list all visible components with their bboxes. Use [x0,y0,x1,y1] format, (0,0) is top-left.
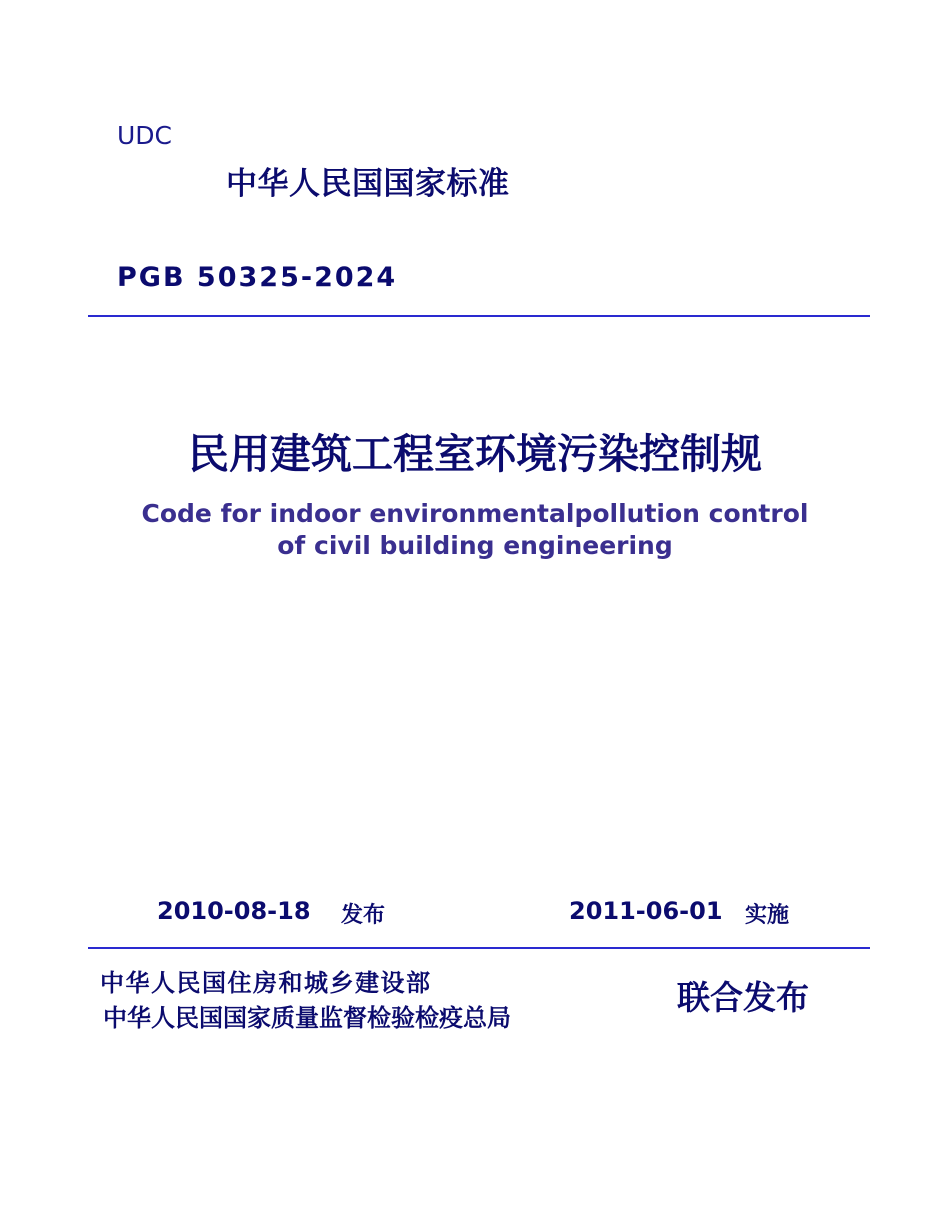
issue-label: 发布 [341,903,386,928]
issue-date: 2010-08-18 [157,897,311,925]
standard-code-number: PGB 50325-2024 [117,262,398,293]
publisher-ministry-housing: 中华人民国住房和城乡建设部 [100,969,432,997]
joint-publication-label: 联合发布 [677,978,809,1017]
bottom-divider [88,947,870,949]
implementation-date: 2011-06-01 [569,897,723,925]
implementation-label: 实施 [745,903,790,928]
national-standard-heading: 中华人民国国家标准 [226,166,510,202]
document-title-english-line-1: Code for indoor environmentalpollution control [141,499,809,528]
document-title-chinese: 民用建筑工程室环境污染控制规 [188,430,762,478]
document-title-english-line-2: of civil building engineering [277,531,673,560]
publisher-quality-supervision: 中华人民国国家质量监督检验检疫总局 [103,1004,511,1032]
udc-label: UDC [117,121,173,150]
top-divider [88,315,870,317]
